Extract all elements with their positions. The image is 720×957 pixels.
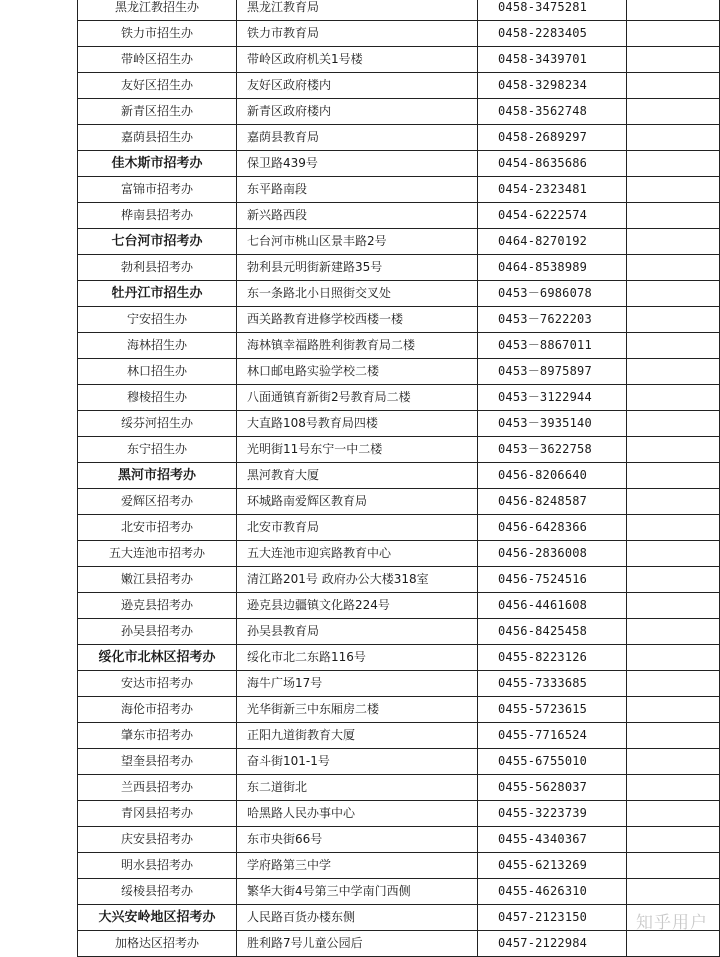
office-name-cell: 嫩江县招考办 — [78, 567, 237, 593]
office-name-cell: 佳木斯市招考办 — [78, 151, 237, 177]
phone-cell: 0456-4461608 — [478, 593, 627, 619]
address-cell: 哈黑路人民办事中心 — [237, 801, 478, 827]
office-name-cell: 五大连池市招考办 — [78, 541, 237, 567]
table-row — [78, 203, 720, 229]
address-cell: 胜利路7号儿童公园后 — [237, 931, 478, 957]
office-name-cell: 绥化市北林区招考办 — [78, 645, 237, 671]
address-cell: 海牛广场17号 — [237, 671, 478, 697]
table-row — [78, 255, 720, 281]
phone-cell: 0454-8635686 — [478, 151, 627, 177]
empty-cell — [627, 463, 720, 489]
address-cell: 林口邮电路实验学校二楼 — [237, 359, 478, 385]
phone-cell: 0456-8248587 — [478, 489, 627, 515]
table-row — [78, 0, 720, 21]
empty-cell — [627, 307, 720, 333]
address-cell: 东一条路北小日照街交叉处 — [237, 281, 478, 307]
table-row — [78, 671, 720, 697]
phone-cell: 0455-6213269 — [478, 853, 627, 879]
office-name-cell: 望奎县招考办 — [78, 749, 237, 775]
address-cell: 孙吴县教育局 — [237, 619, 478, 645]
phone-cell: 0455-5723615 — [478, 697, 627, 723]
empty-cell — [627, 879, 720, 905]
empty-cell — [627, 619, 720, 645]
phone-cell: 0458-3562748 — [478, 99, 627, 125]
phone-cell: 0458-3298234 — [478, 73, 627, 99]
empty-cell — [627, 437, 720, 463]
phone-cell: 0456-8206640 — [478, 463, 627, 489]
address-cell: 东平路南段 — [237, 177, 478, 203]
empty-cell — [627, 0, 720, 21]
empty-cell — [627, 73, 720, 99]
phone-cell: 0453－3122944 — [478, 385, 627, 411]
table-row — [78, 411, 720, 437]
phone-cell: 0453－6986078 — [478, 281, 627, 307]
table-row — [78, 541, 720, 567]
phone-cell: 0458-2689297 — [478, 125, 627, 151]
office-name-cell: 安达市招考办 — [78, 671, 237, 697]
address-cell: 光华街新三中东厢房二楼 — [237, 697, 478, 723]
office-name-cell: 富锦市招考办 — [78, 177, 237, 203]
empty-cell — [627, 411, 720, 437]
table-row — [78, 73, 720, 99]
table-row — [78, 827, 720, 853]
phone-cell: 0453－8975897 — [478, 359, 627, 385]
address-cell: 东市央街66号 — [237, 827, 478, 853]
empty-cell — [627, 775, 720, 801]
phone-cell: 0455-4626310 — [478, 879, 627, 905]
address-cell: 勃利县元明街新建路35号 — [237, 255, 478, 281]
table-row — [78, 775, 720, 801]
table-row — [78, 905, 720, 931]
empty-cell — [627, 229, 720, 255]
table-row — [78, 723, 720, 749]
office-name-cell: 逊克县招考办 — [78, 593, 237, 619]
address-cell: 西关路教育进修学校西楼一楼 — [237, 307, 478, 333]
phone-cell: 0453－7622203 — [478, 307, 627, 333]
office-name-cell: 七台河市招考办 — [78, 229, 237, 255]
empty-cell — [627, 541, 720, 567]
empty-cell — [627, 749, 720, 775]
table-row — [78, 229, 720, 255]
address-cell: 正阳九道街教育大厦 — [237, 723, 478, 749]
address-cell: 七台河市桃山区景丰路2号 — [237, 229, 478, 255]
office-name-cell: 牡丹江市招生办 — [78, 281, 237, 307]
empty-cell — [627, 931, 720, 957]
table-row — [78, 489, 720, 515]
office-name-cell: 兰西县招考办 — [78, 775, 237, 801]
empty-cell — [627, 359, 720, 385]
phone-cell: 0458-3475281 — [478, 0, 627, 21]
empty-cell — [627, 333, 720, 359]
address-cell: 繁华大街4号第三中学南门西侧 — [237, 879, 478, 905]
phone-cell: 0456-8425458 — [478, 619, 627, 645]
empty-cell — [627, 489, 720, 515]
table-row — [78, 749, 720, 775]
office-name-cell: 庆安县招考办 — [78, 827, 237, 853]
table-row — [78, 437, 720, 463]
address-cell: 东二道街北 — [237, 775, 478, 801]
empty-cell — [627, 853, 720, 879]
table-row — [78, 567, 720, 593]
office-name-cell: 带岭区招生办 — [78, 47, 237, 73]
phone-cell: 0456-7524516 — [478, 567, 627, 593]
table-row — [78, 359, 720, 385]
empty-cell — [627, 151, 720, 177]
office-name-cell: 青冈县招考办 — [78, 801, 237, 827]
phone-cell: 0455-7333685 — [478, 671, 627, 697]
table-row — [78, 879, 720, 905]
phone-cell: 0455-6755010 — [478, 749, 627, 775]
table-row — [78, 151, 720, 177]
address-cell: 嘉荫县教育局 — [237, 125, 478, 151]
address-cell: 新青区政府楼内 — [237, 99, 478, 125]
office-name-cell: 东宁招生办 — [78, 437, 237, 463]
phone-cell: 0455-5628037 — [478, 775, 627, 801]
phone-cell: 0458-2283405 — [478, 21, 627, 47]
office-name-cell: 桦南县招考办 — [78, 203, 237, 229]
table-row — [78, 307, 720, 333]
address-cell: 黑龙江教育局 — [237, 0, 478, 21]
address-cell: 光明街11号东宁一中二楼 — [237, 437, 478, 463]
phone-cell: 0464-8270192 — [478, 229, 627, 255]
table-row — [78, 619, 720, 645]
office-name-cell: 嘉荫县招生办 — [78, 125, 237, 151]
table-row — [78, 697, 720, 723]
table-row — [78, 853, 720, 879]
office-name-cell: 友好区招生办 — [78, 73, 237, 99]
address-cell: 保卫路439号 — [237, 151, 478, 177]
phone-cell: 0453－3935140 — [478, 411, 627, 437]
address-cell: 黑河教育大厦 — [237, 463, 478, 489]
office-name-cell: 黑龙江教招生办 — [78, 0, 237, 21]
empty-cell — [627, 593, 720, 619]
address-cell: 奋斗街101-1号 — [237, 749, 478, 775]
address-cell: 八面通镇育新街2号教育局二楼 — [237, 385, 478, 411]
table-row — [78, 333, 720, 359]
office-name-cell: 加格达区招考办 — [78, 931, 237, 957]
table-row — [78, 177, 720, 203]
office-name-cell: 铁力市招生办 — [78, 21, 237, 47]
office-name-cell: 孙吴县招考办 — [78, 619, 237, 645]
table-row — [78, 281, 720, 307]
office-name-cell: 勃利县招考办 — [78, 255, 237, 281]
empty-cell — [627, 723, 720, 749]
phone-cell: 0454-6222574 — [478, 203, 627, 229]
office-name-cell: 海伦市招考办 — [78, 697, 237, 723]
address-cell: 学府路第三中学 — [237, 853, 478, 879]
table-body — [78, 0, 720, 957]
phone-cell: 0455-3223739 — [478, 801, 627, 827]
phone-cell: 0457-2123150 — [478, 905, 627, 931]
empty-cell — [627, 47, 720, 73]
empty-cell — [627, 255, 720, 281]
address-cell: 清江路201号 政府办公大楼318室 — [237, 567, 478, 593]
table-row — [78, 931, 720, 957]
table-row — [78, 645, 720, 671]
empty-cell — [627, 827, 720, 853]
office-name-cell: 爱辉区招考办 — [78, 489, 237, 515]
empty-cell — [627, 125, 720, 151]
address-cell: 人民路百货办楼东侧 — [237, 905, 478, 931]
empty-cell — [627, 281, 720, 307]
table-row — [78, 515, 720, 541]
office-name-cell: 海林招生办 — [78, 333, 237, 359]
table-row — [78, 99, 720, 125]
office-name-cell: 穆棱招生办 — [78, 385, 237, 411]
empty-cell — [627, 385, 720, 411]
address-cell: 铁力市教育局 — [237, 21, 478, 47]
address-cell: 海林镇幸福路胜利街教育局二楼 — [237, 333, 478, 359]
address-cell: 五大连池市迎宾路教育中心 — [237, 541, 478, 567]
table-row — [78, 47, 720, 73]
table-row — [78, 125, 720, 151]
phone-cell: 0456-2836008 — [478, 541, 627, 567]
empty-cell — [627, 203, 720, 229]
empty-cell — [627, 801, 720, 827]
phone-cell: 0458-3439701 — [478, 47, 627, 73]
address-cell: 环城路南爱辉区教育局 — [237, 489, 478, 515]
office-name-cell: 明水县招考办 — [78, 853, 237, 879]
contact-table-wrapper — [77, 0, 720, 957]
phone-cell: 0455-7716524 — [478, 723, 627, 749]
office-name-cell: 新青区招生办 — [78, 99, 237, 125]
table-row — [78, 463, 720, 489]
watermark-text: 知乎用户 — [636, 913, 708, 933]
table-row — [78, 801, 720, 827]
empty-cell — [627, 515, 720, 541]
table-row — [78, 21, 720, 47]
address-cell: 友好区政府楼内 — [237, 73, 478, 99]
phone-cell: 0457-2122984 — [478, 931, 627, 957]
phone-cell: 0455-4340367 — [478, 827, 627, 853]
office-name-cell: 绥棱县招考办 — [78, 879, 237, 905]
empty-cell — [627, 99, 720, 125]
office-name-cell: 北安市招考办 — [78, 515, 237, 541]
address-cell: 新兴路西段 — [237, 203, 478, 229]
phone-cell: 0453－3622758 — [478, 437, 627, 463]
empty-cell — [627, 645, 720, 671]
address-cell: 绥化市北二东路116号 — [237, 645, 478, 671]
address-cell: 大直路108号教育局四楼 — [237, 411, 478, 437]
office-name-cell: 黑河市招考办 — [78, 463, 237, 489]
exam-office-contact-table — [77, 0, 720, 957]
phone-cell: 0456-6428366 — [478, 515, 627, 541]
table-row — [78, 385, 720, 411]
empty-cell — [627, 567, 720, 593]
address-cell: 北安市教育局 — [237, 515, 478, 541]
phone-cell: 0454-2323481 — [478, 177, 627, 203]
empty-cell — [627, 177, 720, 203]
empty-cell — [627, 21, 720, 47]
office-name-cell: 绥芬河招生办 — [78, 411, 237, 437]
address-cell: 带岭区政府机关1号楼 — [237, 47, 478, 73]
office-name-cell: 大兴安岭地区招考办 — [78, 905, 237, 931]
empty-cell — [627, 671, 720, 697]
address-cell: 逊克县边疆镇文化路224号 — [237, 593, 478, 619]
empty-cell — [627, 697, 720, 723]
office-name-cell: 林口招生办 — [78, 359, 237, 385]
table-row — [78, 593, 720, 619]
phone-cell: 0464-8538989 — [478, 255, 627, 281]
office-name-cell: 宁安招生办 — [78, 307, 237, 333]
phone-cell: 0455-8223126 — [478, 645, 627, 671]
office-name-cell: 肇东市招考办 — [78, 723, 237, 749]
phone-cell: 0453－8867011 — [478, 333, 627, 359]
